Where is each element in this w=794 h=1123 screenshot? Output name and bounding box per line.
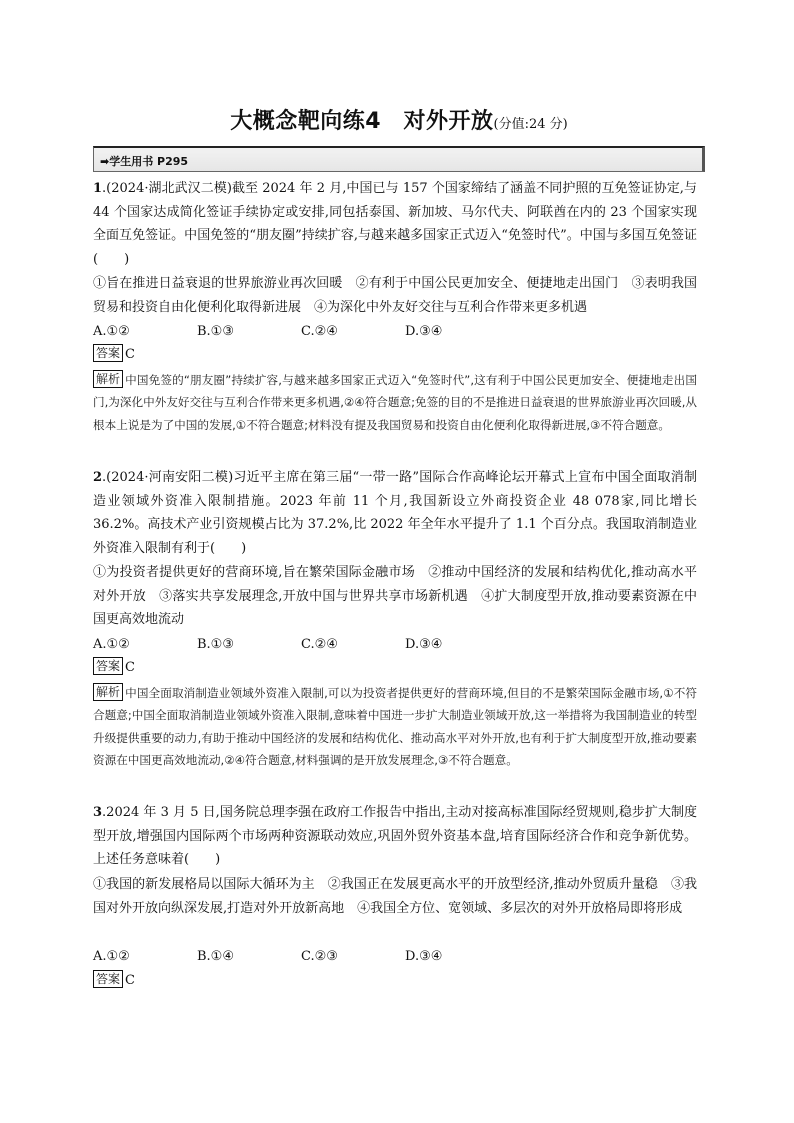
title-text: 大概念靶向练4 对外开放 <box>230 109 494 134</box>
question-2-stem <box>93 466 697 560</box>
option-a[interactable]: A.①② <box>93 324 130 339</box>
answer-tag: 答案 <box>93 970 123 988</box>
student-book-banner <box>93 146 705 172</box>
page-title <box>93 104 705 135</box>
question-number: 1 <box>93 181 103 196</box>
explain-tag: 解析 <box>93 370 123 388</box>
question-1-stem <box>93 177 697 271</box>
explain-tag: 解析 <box>93 683 123 701</box>
question-3-answer <box>93 970 135 992</box>
option-a[interactable]: A.①② <box>93 637 130 652</box>
question-1-options <box>93 320 693 343</box>
question-2-items: ①为投资者提供更好的营商环境,旨在繁荣国际金融市场 ②推动中国经济的发展和结构优化,推动高水平对外开放 ③落实共享发展理念,开放中国与世界共享市场新机遇 ④扩大制度型开放,推动要素资源在中国更高效地流动 <box>93 565 697 627</box>
question-3-options <box>93 945 693 968</box>
answer-value: C <box>125 347 135 362</box>
option-b[interactable]: B.①③ <box>197 637 234 652</box>
option-c[interactable]: C.②④ <box>301 324 338 339</box>
option-c[interactable]: C.②③ <box>301 949 338 964</box>
question-number: 3 <box>93 805 103 820</box>
option-d[interactable]: D.③④ <box>405 324 443 339</box>
score-note: (分值:24 分) <box>493 117 568 132</box>
option-b[interactable]: B.①④ <box>197 949 234 964</box>
option-a[interactable]: A.①② <box>93 949 130 964</box>
question-1-answer <box>93 344 135 366</box>
option-d[interactable]: D.③④ <box>405 949 443 964</box>
question-text: .2024 年 3 月 5 日,国务院总理李强在政府工作报告中指出,主动对接高标准国际经贸规则,稳步扩大制度型开放,增强国内国际两个市场两种资源联动效应,巩固外贸外资基本盘,培育国际经济合作和竞争新优势。上述任务意味着( ) <box>93 805 697 867</box>
answer-value: C <box>125 660 135 675</box>
answer-tag: 答案 <box>93 657 123 675</box>
option-c[interactable]: C.②④ <box>301 637 338 652</box>
question-1-explanation <box>93 369 697 436</box>
answer-value: C <box>125 973 135 988</box>
question-text: .(2024·湖北武汉二模)截至 2024 年 2 月,中国已与 157 个国家缔结了涵盖不同护照的互免签证协定,与 44 个国家达成简化签证手续协定或安排,同包括泰国、新加坡、马尔代夫、阿联酋在内的 23 个国家实现全面互免签证。中国免签的“朋友圈”持续扩容,与越来越多国家正式迈入“免签时代”。中国与多国互免签证( ) <box>93 181 697 267</box>
explain-text: 中国全面取消制造业领域外资准入限制,可以为投资者提供更好的营商环境,但目的不是繁荣国际金融市场,①不符合题意;中国全面取消制造业领域外资准入限制,意味着中国进一步扩大制造业领域开放,这一举措将为我国制造业的转型升级提供重要的动力,有助于推动中国经济的发展和结构优化、推动高水平对外开放,也有利于扩大制度型开放,推动要素资源在中国更高效地流动,②④符合题意,材料强调的是开放发展理念,③不符合题意。 <box>93 686 697 768</box>
question-3-items: ①我国的新发展格局以国际大循环为主 ②我国正在发展更高水平的开放型经济,推动外贸质升量稳 ③我国对外开放向纵深发展,打造对外开放新高地 ④我国全方位、宽领域、多层次的对外开放格局即将形成 <box>93 877 697 916</box>
question-2-options <box>93 633 693 656</box>
question-number: 2 <box>93 470 103 485</box>
question-1-items: ①旨在推进日益衰退的世界旅游业再次回暖 ②有利于中国公民更加安全、便捷地走出国门 ③表明我国贸易和投资自由化便利化取得新进展 ④为深化中外友好交往与互利合作带来更多机遇 <box>93 276 697 315</box>
banner-text: ➡学生用书 P295 <box>100 155 189 168</box>
question-3-stem <box>93 801 697 872</box>
question-2-answer <box>93 657 135 679</box>
question-2-explanation <box>93 682 697 772</box>
option-d[interactable]: D.③④ <box>405 637 443 652</box>
question-text: .(2024·河南安阳二模)习近平主席在第三届“一带一路”国际合作高峰论坛开幕式上宣布中国全面取消制造业领域外资准入限制措施。2023 年前 11 个月,我国新设立外商投资企业 48 078家,同比增长 36.2%。高技术产业引资规模占比为 37.2%,比 2022 年全年水平提升了 1.1 个百分点。我国取消制造业外资准入限制有利于( ) <box>93 470 697 556</box>
option-b[interactable]: B.①③ <box>197 324 234 339</box>
explain-text: 中国免签的“朋友圈”持续扩容,与越来越多国家正式迈入“免签时代”,这有利于中国公民更加安全、便捷地走出国门,为深化中外友好交往与互利合作带来更多机遇,②④符合题意;免签的目的不是推进日益衰退的世界旅游业再次回暖,从根本上说是为了中国的发展,①不符合题意;材料没有提及我国贸易和投资自由化便利化取得新进展,③不符合题意。 <box>93 373 697 432</box>
answer-tag: 答案 <box>93 344 123 362</box>
